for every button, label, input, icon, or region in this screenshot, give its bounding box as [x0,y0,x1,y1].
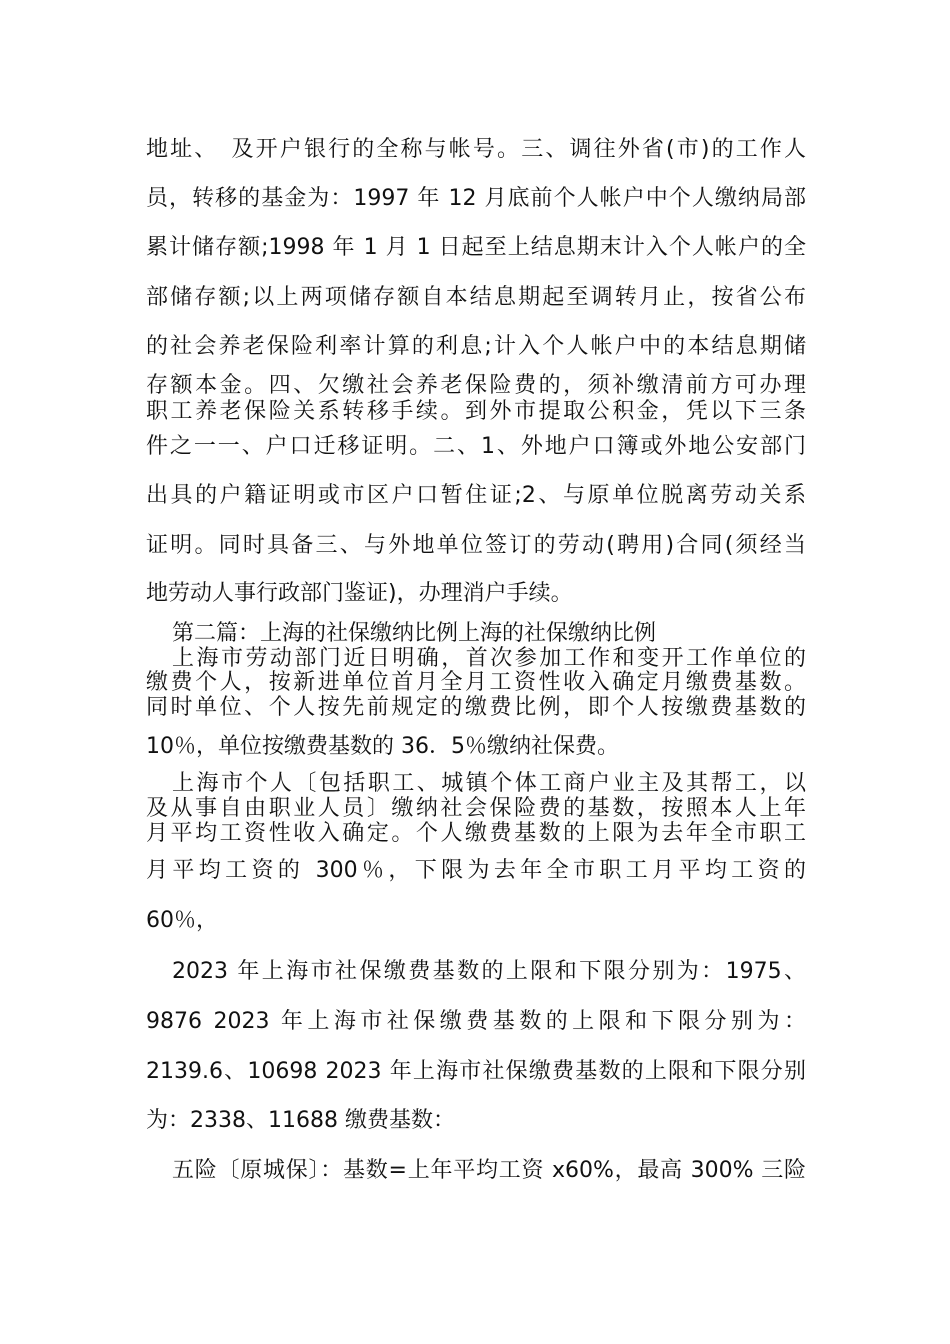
text-line: 月平均工资性收入确定。个人缴费基数的上限为去年全市职工 [146,821,806,846]
text-line: 的社会养老保险利率计算的利息;计入个人帐户中的本结息期储 [146,334,806,359]
text-line: 缴费个人，按新进单位首月全月工资性收入确定月缴费基数。 [146,670,806,695]
section-heading: 第二篇：上海的社保缴纳比例上海的社保缴纳比例 [172,621,657,646]
text-line: 件之一一、户口迁移证明。二、1、外地户口簿或外地公安部门 [146,434,806,459]
text-line: 地址、 及开户银行的全称与帐号。三、调往外省(市)的工作人 [146,137,806,162]
text-line: 出具的户籍证明或市区户口暂住证;2、与原单位脱离劳动关系 [146,483,806,508]
text-line: 同时单位、个人按先前规定的缴费比例，即个人按缴费基数的 [146,695,806,720]
text-line: 9876 2023 年上海市社保缴费基数的上限和下限分别为： [146,1009,806,1034]
text-line: 及从事自由职业人员〕缴纳社会保险费的基数，按照本人上年 [146,796,806,821]
text-line: 部储存额;以上两项储存额自本结息期起至调转月止，按省公布 [146,285,806,310]
text-line: 60％， [146,908,218,933]
text-line: 累计储存额;1998 年 1 月 1 日起至上结息期末计入个人帐户的全 [146,235,806,260]
text-line: 2023 年上海市社保缴费基数的上限和下限分别为：1975、 [172,959,806,984]
text-line: 职工养老保险关系转移手续。到外市提取公积金，凭以下三条 [146,399,806,424]
text-line: 存额本金。四、欠缴社会养老保险费的，须补缴清前方可办理 [146,373,806,398]
text-line: 月平均工资的 300％，下限为去年全市职工月平均工资的 [146,858,806,883]
text-line: 2139.6、10698 2023 年上海市社保缴费基数的上限和下限分别 [146,1059,806,1084]
text-line: 上海市劳动部门近日明确，首次参加工作和变开工作单位的 [172,646,806,671]
text-line: 五险〔原城保〕：基数=上年平均工资 x60%，最高 300% 三险 [172,1158,806,1183]
text-line: 为：2338、11688 缴费基数： [146,1108,455,1133]
text-line: 员，转移的基金为：1997 年 12 月底前个人帐户中个人缴纳局部 [146,186,806,211]
text-line: 证明。同时具备三、与外地单位签订的劳动(聘用)合同(须经当 [146,533,806,558]
text-line: 10％，单位按缴费基数的 36．5％缴纳社保费。 [146,734,619,759]
text-line: 上海市个人〔包括职工、城镇个体工商户业主及其帮工，以 [172,771,806,796]
text-line: 地劳动人事行政部门鉴证)，办理消户手续。 [146,581,573,606]
